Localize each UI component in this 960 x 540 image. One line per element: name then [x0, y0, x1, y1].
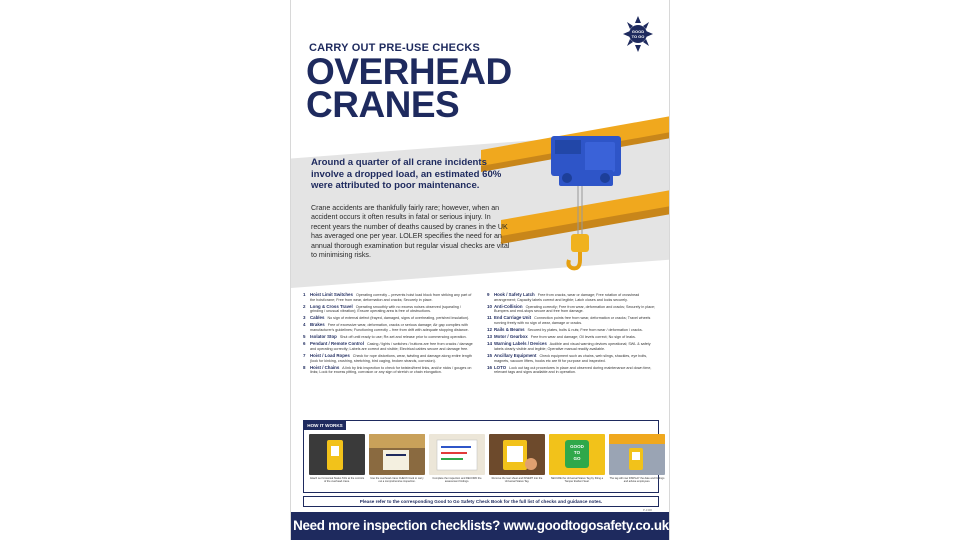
checklist-item — [303, 323, 475, 332]
safety-poster — [290, 0, 670, 540]
checklist-item-number: 10 — [487, 303, 493, 309]
checklist-item-text: No sign of external defect (frayed, damaged, signs of overheating, perished insulation). — [327, 316, 470, 321]
crane-hoist-drum — [585, 142, 615, 172]
step-5 — [549, 434, 605, 490]
overhead-crane-illustration — [481, 108, 670, 293]
step-2 — [369, 434, 425, 490]
how-it-works-panel — [303, 420, 665, 493]
checklist-item-label: Hoist / Load Ropes — [310, 352, 350, 358]
checklist-item-body — [310, 316, 475, 321]
checklist-item-label: Warning Labels / Devices — [494, 341, 547, 347]
checklist-item-body — [494, 293, 659, 302]
crane-hook-block — [571, 234, 589, 252]
checklist-item-number: 7 — [303, 352, 306, 358]
checklist-item-text: Operating correctly – prevents hoist load block from striking any part of the hoist/crane; Free from wear, deformation and cracks; Securely in place. — [310, 293, 472, 302]
checklist-item-number: 8 — [303, 364, 306, 370]
checklist-item-number: 15 — [487, 352, 493, 358]
checklist-item — [487, 305, 659, 314]
checklist-item-body — [310, 323, 475, 332]
checklist-item-body — [494, 305, 659, 314]
checklist-item-text: Lock out tag out procedures in place and observed during maintenance and down time, relevant tags and signs available and in operation. — [494, 365, 652, 375]
checklist-left-column — [303, 293, 475, 415]
checklist-item-label: Rails & Beams — [494, 327, 525, 333]
step-2-photo — [369, 434, 425, 475]
checklist-item-body — [494, 316, 659, 325]
checklist-item — [303, 354, 475, 363]
checklist-item-label: Hoist / Chains — [310, 364, 340, 370]
how-it-works-title: HOW IT WORKS — [304, 421, 346, 430]
checklist-item-number: 11 — [487, 315, 492, 321]
checklist-item — [487, 342, 659, 351]
checklist-item-label: Long & Cross Travel — [310, 303, 353, 309]
step-1-photo — [309, 434, 365, 475]
checklist-item-label: Motor / Gearbox — [494, 334, 528, 340]
badge-to: TO — [573, 450, 581, 455]
checklist-item-label: Anti-Collision — [494, 303, 523, 309]
checklist-item — [487, 335, 659, 340]
checklist-item — [303, 293, 475, 302]
checklist-item-body — [494, 335, 659, 340]
step-4-caption: Remove the tear sheet and INSERT into the Universal Status Tag. — [491, 477, 543, 484]
badge-go: GO — [573, 456, 581, 461]
checklist-item-body — [310, 366, 475, 375]
checklist-item-body — [494, 366, 659, 375]
checklist-item — [303, 366, 475, 375]
crane-hook — [568, 252, 580, 268]
checklist-item-body — [310, 335, 475, 340]
step-1-caption: Attach our Universal Status TAG at the controls of the overhead crane. — [309, 477, 365, 484]
checklist-item-number: 4 — [303, 322, 306, 328]
step-3-caption: Complete the inspection and RECORD the assessment findings. — [432, 477, 482, 484]
product-code: P-1390 — [643, 508, 653, 512]
checklist-item — [303, 316, 475, 321]
step-5-caption: SECURE the Universal Status Tag by fitting a Tamper Evident Seal. — [550, 477, 604, 484]
checklist-item-label: Cables — [310, 315, 325, 321]
checklist-item-text: Operating correctly; Free from wear, deformation and cracks; Securely in place; Bumpers and end-stops secure and free from damage. — [494, 304, 656, 314]
logo-text-1: GOOD — [631, 29, 645, 34]
crane-motor — [555, 140, 581, 154]
badge-good: GOOD — [570, 444, 584, 449]
step-1 — [309, 434, 365, 490]
checklist-item-body — [494, 328, 659, 333]
checklist-item-text: Connection points free from wear, deformation or cracks; Travel wheels running freely with no sign of wear, damage or cracks. — [494, 316, 651, 326]
step-6-caption: The tag will now DISPLAY the date and findings and advise employees. — [609, 477, 665, 484]
how-it-works-steps — [309, 434, 665, 490]
step-4 — [489, 434, 545, 490]
step-4-photo — [489, 434, 545, 475]
checklist-item-body — [494, 354, 659, 363]
reference-note: Please refer to the corresponding Good to Go Safety Check Book for the full list of checks and guidance notes. — [303, 496, 659, 507]
checklist-item — [303, 335, 475, 340]
step-2-caption: Use the overhead crane CHECK book to carry out a comprehensive inspection. — [370, 477, 424, 484]
poster-kicker: CARRY OUT PRE-USE CHECKS — [309, 42, 481, 54]
checklist-item-text: Free from wear and damage; Oil levels correct; No sign of leaks. — [530, 335, 636, 340]
checklist-item-number: 5 — [303, 334, 306, 340]
checklist-item-text: Audible and visual warning devices operational; SWL & safety labels clearly visible and legible; Operative manual readily available. — [494, 342, 651, 351]
checklist-item-number: 3 — [303, 315, 306, 321]
checklist-item-body — [494, 342, 659, 351]
checklist-item-body — [310, 342, 475, 351]
checklist-item-text: Free of excessive wear, deformation, cracks or serious damage; Air gap complies with manufacturer's guidelines; Functioning correctly – free from drift with adequate stopping distance. — [310, 323, 469, 333]
checklist-item — [487, 354, 659, 363]
intro-body: Crane accidents are thankfully fairly rare; however, when an accident occurs it often results in fatal or serious injury. In recent years the number of deaths caused by cranes in the UK has averaged one per year. LOLER specifies the need for an annual thorough examination but regular visual checks are vital to minimising risks. — [311, 204, 510, 260]
checklist-item-label: Brakes — [310, 322, 325, 328]
step-3 — [429, 434, 485, 490]
checklist-item-label: End Carriage Unit — [494, 315, 532, 321]
checklist-item-text: Check for rope distortions, wear, twisting and damage along entire length (look for kinking, crushing, stretching, bird caging, broken strands, corrosion). — [310, 353, 472, 363]
checklist-item-number: 16 — [487, 364, 493, 370]
checklist-item — [487, 366, 659, 375]
checklist-item — [303, 305, 475, 314]
checklist-item-text: Operating smoothly with no excess noises observed (squealing / grinding / unusual vibration); Ensure operating area is free of obstructions. — [310, 304, 461, 314]
checklist-item-text: Secured by plates, bolts & nuts; Free from wear / deformation / cracks. — [527, 328, 643, 333]
checklist-item — [487, 328, 659, 333]
checklist-item-label: Isolator Stop — [310, 334, 337, 340]
checklist-item-text: A link by link inspection to check for twisted/bent links, and/or nicks / gouges on links; Look for excess pitting, corrosion or any sign of stretch or chain elongation. — [310, 365, 472, 375]
checklist-item-number: 9 — [487, 292, 490, 297]
intro-headline: Around a quarter of all crane incidents involve a dropped load, an estimated 60% were attributed to poor maintenance. — [311, 157, 502, 192]
checklist-item-number: 13 — [487, 334, 493, 340]
checklist-item-number: 2 — [303, 303, 306, 309]
step-5-photo — [549, 434, 605, 475]
good-to-go-logo — [621, 14, 655, 54]
checklist-item-number: 6 — [303, 341, 306, 347]
checklist-item-label: Hoist Limit Switches — [310, 292, 353, 297]
step-6 — [609, 434, 665, 490]
logo-text-2: TO GO — [631, 34, 645, 39]
checklist-item-label: Hook / Safety Latch — [494, 292, 535, 297]
checklist-item-label: LOTO — [494, 364, 507, 370]
footer-banner[interactable]: Need more inspection checklists? www.goodtogosafety.co.uk — [291, 512, 670, 540]
title-line-2: CRANES — [306, 84, 460, 125]
checklist-item-number: 12 — [487, 327, 493, 333]
checklist-item-text: Shut off until ready to use; Re-set and release prior to commencing operation. — [339, 335, 467, 340]
checklist-item-text: Free from cracks, wear or damage; Free rotation of crosshead arrangement; Capacity labels correct and legible; Latch closes and locks securely. — [494, 293, 640, 302]
checklist — [303, 293, 659, 415]
checklist-item-number: 1 — [303, 292, 306, 297]
checklist-item-body — [310, 354, 475, 363]
checklist-item — [487, 293, 659, 302]
step-3-photo — [429, 434, 485, 475]
checklist-item-body — [310, 305, 475, 314]
checklist-item-number: 14 — [487, 341, 493, 347]
checklist-item-text: Casing / lights / switches / buttons are free from cracks / damage and operating correctly; Labels are correct and visible; Electrical cables secure and damage free. — [310, 342, 473, 351]
checklist-item-label: Ancillary Equipment — [494, 352, 537, 358]
checklist-item-text: Check equipment such as chains, web slings, shackles, eye bolts, magnets, vacuum lifters, hooks etc are fit for purpose and inspected. — [494, 353, 648, 363]
checklist-item-body — [310, 293, 475, 302]
checklist-item-label: Pendant / Remote Control — [310, 341, 364, 347]
title-line-1: OVERHEAD — [306, 51, 512, 92]
step-6-photo — [609, 434, 665, 475]
checklist-item — [487, 316, 659, 325]
checklist-item — [303, 342, 475, 351]
checklist-right-column — [485, 293, 659, 415]
